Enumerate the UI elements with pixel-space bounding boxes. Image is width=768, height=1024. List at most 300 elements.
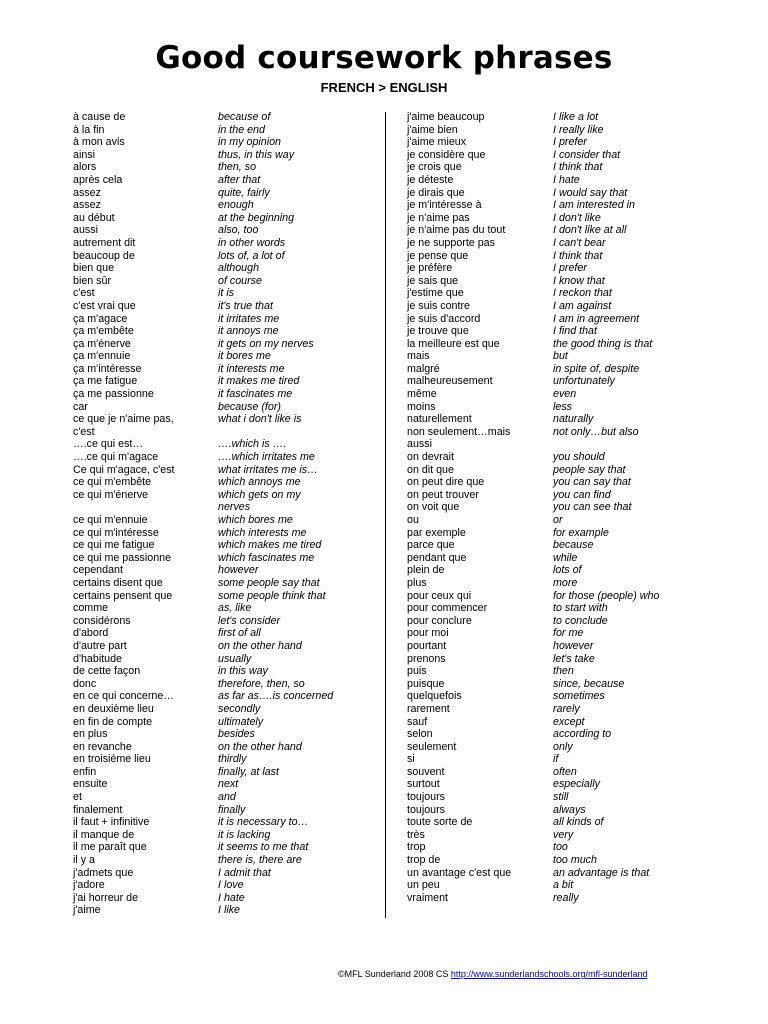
phrase-row bbox=[407, 564, 697, 577]
phrase-row bbox=[73, 804, 378, 817]
french-phrase: en ce qui concerne… bbox=[73, 690, 174, 703]
french-phrase: puis bbox=[407, 665, 427, 678]
french-phrase: je n'aime pas bbox=[407, 211, 470, 224]
english-translation: I think that bbox=[553, 249, 603, 262]
french-phrase: et bbox=[73, 791, 82, 804]
english-translation: although bbox=[218, 262, 260, 275]
english-translation: ultimately bbox=[218, 715, 264, 728]
english-translation: it annoys me bbox=[218, 325, 279, 338]
english-translation: I don't like bbox=[553, 211, 601, 224]
french-phrase: donc bbox=[73, 677, 97, 690]
french-phrase: il faut + infinitive bbox=[73, 816, 150, 829]
phrase-row bbox=[407, 841, 697, 854]
phrase-row bbox=[407, 690, 697, 703]
english-translation: lots of bbox=[553, 564, 582, 577]
english-translation: what i don't like is bbox=[218, 413, 302, 426]
phrase-row bbox=[407, 489, 697, 502]
french-phrase: aussi bbox=[73, 224, 98, 237]
english-translation: often bbox=[553, 765, 577, 778]
english-translation: rarely bbox=[553, 702, 580, 715]
phrase-row bbox=[73, 590, 378, 603]
french-phrase: parce que bbox=[407, 539, 455, 552]
french-phrase: on peut trouver bbox=[407, 488, 479, 501]
french-phrase: ce qui me passionne bbox=[73, 551, 172, 564]
phrase-row bbox=[407, 275, 697, 288]
english-translation: all kinds of bbox=[553, 816, 604, 829]
english-translation: to conclude bbox=[553, 614, 608, 627]
french-phrase: trop bbox=[407, 841, 426, 854]
english-translation bbox=[218, 426, 376, 439]
english-translation: I am in agreement bbox=[553, 312, 640, 325]
french-phrase: il me paraît que bbox=[73, 841, 147, 854]
right-phrase-column bbox=[407, 111, 697, 904]
phrase-row bbox=[407, 615, 697, 628]
french-phrase: pour commencer bbox=[407, 602, 488, 615]
phrase-row bbox=[407, 464, 697, 477]
phrase-row bbox=[73, 690, 378, 703]
french-phrase: on dit que bbox=[407, 463, 454, 476]
english-translation: I reckon that bbox=[553, 287, 612, 300]
phrase-row bbox=[73, 489, 378, 502]
english-translation: next bbox=[218, 778, 239, 791]
phrase-row bbox=[407, 753, 697, 766]
french-phrase: ça me fatigue bbox=[73, 375, 138, 388]
english-translation: which gets on my bbox=[218, 488, 301, 501]
english-translation: however bbox=[218, 564, 259, 577]
english-translation: not only…but also bbox=[553, 425, 639, 438]
english-translation bbox=[553, 438, 697, 451]
phrase-row bbox=[73, 564, 378, 577]
english-translation: naturally bbox=[553, 413, 594, 426]
english-translation: more bbox=[553, 576, 578, 589]
phrase-row bbox=[73, 275, 378, 288]
french-phrase: j'aime bien bbox=[407, 123, 458, 136]
english-translation: in spite of, despite bbox=[553, 362, 640, 375]
phrase-row bbox=[407, 501, 697, 514]
french-phrase: j'estime que bbox=[407, 287, 464, 300]
french-phrase: c'est bbox=[73, 287, 95, 300]
french-phrase: même bbox=[407, 388, 437, 401]
french-phrase: très bbox=[407, 828, 425, 841]
english-translation: but bbox=[553, 350, 568, 363]
french-phrase: certains disent que bbox=[73, 576, 163, 589]
french-phrase: beaucoup de bbox=[73, 249, 135, 262]
phrase-row bbox=[407, 665, 697, 678]
french-phrase: considérons bbox=[73, 614, 131, 627]
phrase-row bbox=[73, 766, 378, 779]
french-phrase: toujours bbox=[407, 803, 446, 816]
french-phrase: je suis contre bbox=[407, 299, 470, 312]
phrase-row bbox=[407, 250, 697, 263]
phrase-row bbox=[407, 363, 697, 376]
english-translation: usually bbox=[218, 652, 252, 665]
phrase-row bbox=[407, 161, 697, 174]
phrase-row bbox=[407, 224, 697, 237]
english-translation: in this way bbox=[218, 665, 268, 678]
french-phrase: à la fin bbox=[73, 123, 105, 136]
french-phrase: autrement dit bbox=[73, 236, 136, 249]
phrase-row bbox=[407, 451, 697, 464]
french-phrase: je pense que bbox=[407, 249, 469, 262]
french-phrase: pour moi bbox=[407, 627, 449, 640]
french-phrase: assez bbox=[73, 186, 101, 199]
english-translation: really bbox=[553, 891, 579, 904]
english-translation: as, like bbox=[218, 602, 252, 615]
french-phrase: certains pensent que bbox=[73, 589, 173, 602]
phrase-row bbox=[73, 753, 378, 766]
phrase-row bbox=[73, 262, 378, 275]
english-translation: let's consider bbox=[218, 614, 281, 627]
french-phrase: pendant que bbox=[407, 551, 467, 564]
english-translation: I am against bbox=[553, 299, 612, 312]
phrase-row bbox=[407, 401, 697, 414]
english-translation: lots of, a lot of bbox=[218, 249, 285, 262]
phrase-row bbox=[407, 476, 697, 489]
footer-link[interactable]: http://www.sunderlandschools.org/mfl-sunderland bbox=[450, 969, 648, 979]
french-phrase: finalement bbox=[73, 803, 123, 816]
english-translation: thus, in this way bbox=[218, 148, 295, 161]
english-translation: in my opinion bbox=[218, 136, 281, 149]
phrase-row bbox=[407, 854, 697, 867]
english-translation: I love bbox=[218, 879, 244, 892]
phrase-row bbox=[407, 539, 697, 552]
french-phrase: en deuxième lieu bbox=[73, 702, 154, 715]
french-phrase: j'aime bbox=[73, 904, 101, 917]
phrase-row bbox=[73, 816, 378, 829]
english-translation: enough bbox=[218, 199, 254, 212]
phrase-row bbox=[407, 187, 697, 200]
english-translation: secondly bbox=[218, 702, 261, 715]
phrase-row bbox=[407, 300, 697, 313]
french-phrase: si bbox=[407, 753, 415, 766]
english-translation: also, too bbox=[218, 224, 259, 237]
phrase-row bbox=[73, 199, 378, 212]
french-phrase: j'ai horreur de bbox=[73, 891, 139, 904]
french-phrase: plus bbox=[407, 576, 427, 589]
phrase-row bbox=[407, 716, 697, 729]
phrase-row bbox=[407, 766, 697, 779]
french-phrase: plein de bbox=[407, 564, 445, 577]
english-translation: then, so bbox=[218, 161, 257, 174]
phrase-row bbox=[73, 187, 378, 200]
phrase-row bbox=[73, 728, 378, 741]
english-translation: for example bbox=[553, 526, 609, 539]
french-phrase: assez bbox=[73, 199, 101, 212]
phrase-row bbox=[407, 653, 697, 666]
english-translation: even bbox=[553, 388, 577, 401]
english-translation: for those (people) who bbox=[553, 589, 660, 602]
english-translation: you can see that bbox=[553, 501, 632, 514]
phrase-row bbox=[407, 879, 697, 892]
french-phrase: pour conclure bbox=[407, 614, 472, 627]
french-phrase: c'est bbox=[73, 425, 95, 438]
phrase-row bbox=[73, 703, 378, 716]
english-translation: in the end bbox=[218, 123, 265, 136]
english-translation: which interests me bbox=[218, 526, 307, 539]
french-phrase: sauf bbox=[407, 715, 428, 728]
english-translation: it gets on my nerves bbox=[218, 337, 314, 350]
english-translation: on the other hand bbox=[218, 639, 302, 652]
french-phrase: pour ceux qui bbox=[407, 589, 472, 602]
phrase-row bbox=[73, 464, 378, 477]
french-phrase: quelquefois bbox=[407, 690, 462, 703]
phrase-row bbox=[73, 778, 378, 791]
english-translation: after that bbox=[218, 173, 261, 186]
french-phrase: car bbox=[73, 400, 88, 413]
french-phrase: ça m'agace bbox=[73, 312, 128, 325]
english-translation: in other words bbox=[218, 236, 286, 249]
french-phrase: non seulement…mais bbox=[407, 425, 511, 438]
french-phrase: à cause de bbox=[73, 111, 126, 123]
phrase-row bbox=[73, 325, 378, 338]
french-phrase: alors bbox=[73, 161, 97, 174]
french-phrase: enfin bbox=[73, 765, 97, 778]
english-translation: according to bbox=[553, 728, 612, 741]
phrase-row bbox=[73, 653, 378, 666]
phrase-row bbox=[73, 640, 378, 653]
phrase-row bbox=[407, 829, 697, 842]
french-phrase: ça m'intéresse bbox=[73, 362, 142, 375]
english-translation: too bbox=[553, 841, 568, 854]
english-translation: it makes me tired bbox=[218, 375, 300, 388]
phrase-row bbox=[73, 501, 378, 514]
english-translation: however bbox=[553, 639, 594, 652]
phrase-row bbox=[73, 451, 378, 464]
phrase-row bbox=[73, 829, 378, 842]
french-phrase: toute sorte de bbox=[407, 816, 473, 829]
phrase-row bbox=[407, 438, 697, 451]
french-phrase: j'aime mieux bbox=[407, 136, 467, 149]
phrase-row bbox=[407, 778, 697, 791]
french-phrase: je ne supporte pas bbox=[407, 236, 495, 249]
phrase-row bbox=[73, 338, 378, 351]
phrase-row bbox=[73, 111, 378, 124]
english-translation: first of all bbox=[218, 627, 261, 640]
phrase-row bbox=[407, 124, 697, 137]
phrase-row bbox=[73, 363, 378, 376]
english-translation: it bores me bbox=[218, 350, 271, 363]
english-translation: an advantage is that bbox=[553, 866, 650, 879]
phrase-row bbox=[73, 791, 378, 804]
english-translation: I would say that bbox=[553, 186, 628, 199]
english-translation: what irritates me is… bbox=[218, 463, 318, 476]
phrase-row bbox=[407, 350, 697, 363]
english-translation: I hate bbox=[218, 891, 245, 904]
english-translation: unfortunately bbox=[553, 375, 615, 388]
french-phrase: je considère que bbox=[407, 148, 486, 161]
english-translation: because (for) bbox=[218, 400, 281, 413]
french-phrase: d'abord bbox=[73, 627, 109, 640]
english-translation: you can find bbox=[553, 488, 611, 501]
french-phrase: d'autre part bbox=[73, 639, 127, 652]
phrase-row bbox=[73, 539, 378, 552]
phrase-row bbox=[407, 728, 697, 741]
english-translation: very bbox=[553, 828, 574, 841]
english-translation: people say that bbox=[553, 463, 626, 476]
phrase-row bbox=[407, 678, 697, 691]
french-phrase: d'habitude bbox=[73, 652, 122, 665]
french-phrase: je sais que bbox=[407, 274, 459, 287]
phrase-row bbox=[73, 413, 378, 426]
french-phrase: mais bbox=[407, 350, 430, 363]
french-phrase: bien que bbox=[73, 262, 115, 275]
phrase-row bbox=[73, 438, 378, 451]
phrase-row bbox=[407, 136, 697, 149]
french-phrase: malheureusement bbox=[407, 375, 493, 388]
phrase-row bbox=[73, 627, 378, 640]
phrase-row bbox=[73, 602, 378, 615]
french-phrase: trop de bbox=[407, 854, 441, 867]
french-phrase: j'admets que bbox=[73, 866, 134, 879]
phrase-row bbox=[407, 892, 697, 905]
phrase-row bbox=[407, 804, 697, 817]
column-divider bbox=[385, 112, 386, 918]
phrase-row bbox=[407, 741, 697, 754]
phrase-row bbox=[73, 476, 378, 489]
english-translation: and bbox=[218, 791, 236, 804]
french-phrase: selon bbox=[407, 728, 433, 741]
phrase-row bbox=[407, 791, 697, 804]
french-phrase: ce qui m'ennuie bbox=[73, 514, 148, 526]
french-phrase: ensuite bbox=[73, 778, 108, 791]
phrase-row bbox=[407, 590, 697, 603]
english-translation: I prefer bbox=[553, 262, 587, 275]
phrase-row bbox=[73, 174, 378, 187]
french-phrase: un avantage c'est que bbox=[407, 866, 512, 879]
french-phrase: en troisiéme lieu bbox=[73, 753, 151, 766]
phrase-row bbox=[73, 615, 378, 628]
french-phrase: je n'aime pas du tout bbox=[407, 224, 506, 237]
english-translation: it interests me bbox=[218, 362, 285, 375]
phrase-row bbox=[407, 174, 697, 187]
french-phrase: à mon avis bbox=[73, 136, 125, 149]
english-translation: some people think that bbox=[218, 589, 326, 602]
phrase-row bbox=[407, 149, 697, 162]
english-translation: I like a lot bbox=[553, 111, 599, 123]
english-translation: you should bbox=[553, 451, 605, 464]
phrase-row bbox=[73, 892, 378, 905]
french-phrase: je préfère bbox=[407, 262, 453, 275]
french-phrase: on devrait bbox=[407, 451, 454, 464]
phrase-row bbox=[73, 867, 378, 880]
english-translation: finally, at last bbox=[218, 765, 279, 778]
phrase-row bbox=[407, 199, 697, 212]
english-translation: it is bbox=[218, 287, 235, 300]
french-phrase: il manque de bbox=[73, 828, 135, 841]
french-phrase bbox=[73, 501, 218, 514]
french-phrase: je trouve que bbox=[407, 325, 469, 338]
english-translation: I consider that bbox=[553, 148, 621, 161]
english-translation: as far as….is concerned bbox=[218, 690, 334, 703]
english-translation: I don't like at all bbox=[553, 224, 627, 237]
phrase-row bbox=[73, 250, 378, 263]
phrase-row bbox=[73, 224, 378, 237]
french-phrase: ça me passionne bbox=[73, 388, 154, 401]
french-phrase: ou bbox=[407, 514, 419, 526]
english-translation: still bbox=[553, 791, 569, 804]
french-phrase: bien sûr bbox=[73, 274, 112, 287]
english-translation: there is, there are bbox=[218, 854, 302, 867]
french-phrase: malgré bbox=[407, 362, 440, 375]
french-phrase: ça m'ennuie bbox=[73, 350, 131, 363]
page-subtitle: FRENCH > ENGLISH bbox=[320, 80, 448, 95]
english-translation: less bbox=[553, 400, 573, 413]
left-phrase-column bbox=[73, 111, 378, 917]
phrase-row bbox=[407, 388, 697, 401]
french-phrase: je déteste bbox=[407, 173, 454, 186]
french-phrase: en revanche bbox=[73, 740, 132, 753]
phrase-row bbox=[407, 816, 697, 829]
french-phrase: ce qui me fatigue bbox=[73, 539, 155, 552]
english-translation: some people say that bbox=[218, 576, 320, 589]
english-translation: therefore, then, so bbox=[218, 677, 305, 690]
french-phrase: rarement bbox=[407, 702, 450, 715]
english-translation: to start with bbox=[553, 602, 608, 615]
english-translation: it is lacking bbox=[218, 828, 271, 841]
english-translation: especially bbox=[553, 778, 600, 791]
french-phrase: souvent bbox=[407, 765, 445, 778]
english-translation: since, because bbox=[553, 677, 625, 690]
french-phrase: ainsi bbox=[73, 148, 95, 161]
phrase-row bbox=[73, 287, 378, 300]
french-phrase: moins bbox=[407, 400, 436, 413]
phrase-row bbox=[73, 904, 378, 917]
phrase-row bbox=[407, 640, 697, 653]
phrase-row bbox=[73, 665, 378, 678]
english-translation: you can say that bbox=[553, 476, 631, 489]
english-translation: it irritates me bbox=[218, 312, 280, 325]
english-translation: while bbox=[553, 551, 578, 564]
english-translation: besides bbox=[218, 728, 255, 741]
french-phrase: en plus bbox=[73, 728, 108, 741]
english-translation: ….which irritates me bbox=[218, 451, 315, 464]
french-phrase: ….ce qui est… bbox=[73, 438, 144, 451]
english-translation: which bores me bbox=[218, 514, 293, 526]
english-translation: which makes me tired bbox=[218, 539, 322, 552]
phrase-row bbox=[73, 401, 378, 414]
french-phrase: vraiment bbox=[407, 891, 448, 904]
english-translation: if bbox=[553, 753, 559, 766]
phrase-row bbox=[407, 237, 697, 250]
french-phrase: au début bbox=[73, 211, 115, 224]
french-phrase: ce que je n'aime pas, bbox=[73, 413, 174, 426]
phrase-row bbox=[73, 426, 378, 439]
english-translation: only bbox=[553, 740, 573, 753]
french-phrase: on peut dire que bbox=[407, 476, 485, 489]
phrase-row bbox=[73, 350, 378, 363]
footer bbox=[338, 969, 648, 979]
french-phrase: je m'intéresse à bbox=[407, 199, 482, 212]
phrase-row bbox=[407, 262, 697, 275]
english-translation: then bbox=[553, 665, 574, 678]
phrase-row bbox=[73, 527, 378, 540]
phrase-row bbox=[73, 124, 378, 137]
french-phrase: en fin de compte bbox=[73, 715, 153, 728]
english-translation: or bbox=[553, 514, 563, 526]
english-translation: always bbox=[553, 803, 586, 816]
english-translation: of course bbox=[218, 274, 262, 287]
english-translation: it fascinates me bbox=[218, 388, 293, 401]
english-translation: I think that bbox=[553, 161, 603, 174]
french-phrase: par exemple bbox=[407, 526, 466, 539]
english-translation: I hate bbox=[553, 173, 580, 186]
phrase-row bbox=[407, 703, 697, 716]
english-translation: it seems to me that bbox=[218, 841, 309, 854]
french-phrase: j'aime beaucoup bbox=[407, 111, 485, 123]
phrase-row bbox=[73, 741, 378, 754]
english-translation: the good thing is that bbox=[553, 337, 653, 350]
french-phrase: prenons bbox=[407, 652, 446, 665]
